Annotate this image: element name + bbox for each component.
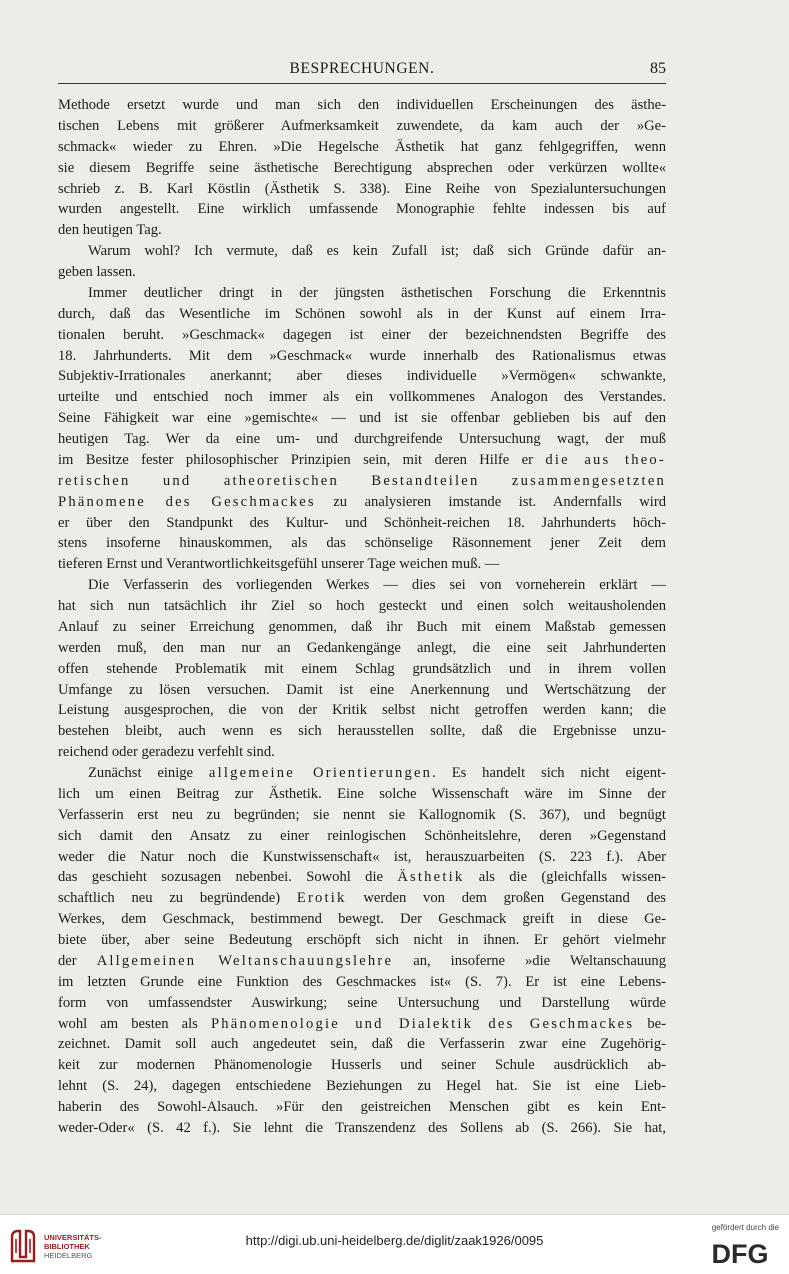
library-city: HEIDELBERG	[44, 1251, 93, 1260]
text-line	[58, 867, 666, 888]
viewer-footer	[0, 1214, 789, 1274]
text-line	[58, 471, 666, 492]
text-line: tieferen Ernst und Verantwortlichkeitsgefühl unserer Tage weichen muß. —	[58, 556, 500, 573]
text-run: wohl am besten als	[58, 1015, 211, 1032]
text-line: weder die Natur noch die Kunstwissenschaft« ist, herauszuarbeiten (S. 223 f.). Aber	[58, 848, 666, 865]
text-line: Subjektiv-Irrationales anerkannt; aber dieses individuelle »Vermögen« schwankte,	[58, 368, 666, 385]
text-line: zeichnet. Damit soll auch angedeutet sein, daß die Verfasserin zwar eine Zugehörig-	[58, 1036, 666, 1053]
text-line: hat sich nun tatsächlich ihr Ziel so hoch gesteckt und einen solch weitausholenden	[58, 598, 666, 614]
text-run: der	[58, 952, 97, 969]
text-line: Leistung ausgesprochen, die von der Kritik selbst nicht getroffen werden kann; die	[58, 702, 666, 719]
text-line: biete über, aber seine Bedeutung erschöpft sich nicht in ihnen. Er gehört vielmehr	[58, 932, 666, 948]
text-line: werden muß, den man nur an Gedankengänge anlegt, die eine seit Jahrhunderten	[58, 639, 666, 656]
text-line: offen stehende Problematik mit einem Schlag grundsätzlich und in ihrem vollen	[58, 660, 666, 677]
text-line: Werkes, dem Geschmack, bestimmend bewegt. Der Geschmack greift in diese Ge-	[58, 911, 666, 928]
text-line: geben lassen.	[58, 264, 136, 280]
text-run: Zunächst einige	[88, 765, 209, 781]
text-line: schmack« wieder zu Ehren. »Die Hegelsche Ästhetik hat ganz fehlgegriffen, wenn	[58, 138, 666, 155]
funded-by-label: gefördert durch die	[711, 1223, 779, 1232]
text-line	[58, 450, 666, 471]
text-run: schaftlich neu zu begründende)	[58, 890, 297, 907]
text-line: 18. Jahrhunderts. Mit dem »Geschmack« wurde innerhalb des Rationalismus etwas	[58, 347, 666, 364]
text-line: stens insoferne hinauskommen, als das schönselige Räsonnement jener Zeit dem	[58, 535, 666, 552]
text-line: sich damit den Ansatz zu einer reinlogischen Schönheitslehre, deren »Gegenstand	[58, 827, 666, 844]
text-run: im Besitze fester philosophischer Prinzipien sein, mit deren Hilfe er	[58, 451, 546, 468]
text-line: keit zur modernen Phänomenologie Husserls und seiner Schule ausdrücklich ab-	[58, 1057, 666, 1074]
text-line: durch, daß das Wesentliche im Schönen sowohl als in der Kunst auf einem Irra-	[58, 305, 666, 322]
text-line: tischen Lebens mit größerer Aufmerksamkeit zuwendete, da kam auch der »Ge-	[58, 117, 666, 134]
text-line: lich um einen Beitrag zur Ästhetik. Eine solche Wissenschaft wäre im Sinne der	[58, 785, 666, 802]
text-run: . Es handelt sich nicht eigent-	[432, 765, 666, 781]
review-body-text	[58, 95, 666, 1139]
page-header	[58, 58, 666, 84]
text-line: weder-Oder« (S. 42 f.). Sie lehnt die Transzendenz des Sollens ab (S. 266). Sie hat,	[58, 1119, 666, 1136]
text-line: reichend oder geradezu verfehlt sind.	[58, 744, 275, 761]
text-line: heutigen Tag. Wer da eine um- und durchgreifende Untersuchung wagt, der muß	[58, 431, 666, 447]
text-line: Methode ersetzt wurde und man sich den individuellen Erscheinungen des ästhe-	[58, 97, 666, 113]
text-line: haberin des Sowohl-Alsauch. »Für den geistreichen Menschen gibt es kein Ent-	[58, 1099, 666, 1115]
text-line	[58, 492, 666, 513]
text-line: wurden angestellt. Eine wirklich umfassende Monographie fehlte indessen bis auf	[58, 201, 666, 218]
text-line: Umfange zu lösen versuchen. Damit ist eine Anerkennung und Wertschätzung der	[58, 681, 666, 698]
text-line: lehnt (S. 24), dagegen entschiedene Beziehungen zu Hegel hat. Sie ist eine Lieb-	[58, 1078, 666, 1095]
permalink-url[interactable]: http://digi.ub.uni-heidelberg.de/diglit/zaak1926/0095	[245, 1233, 544, 1248]
dfg-logo-icon	[701, 1239, 779, 1267]
text-line: im letzten Grunde eine Funktion des Geschmackes ist« (S. 7). Er ist eine Lebens-	[58, 973, 666, 990]
text-line: bestehen bleibt, auch wenn es sich herausstellen sollte, daß die Ergebnisse unzu-	[58, 723, 666, 740]
text-line	[58, 888, 666, 909]
text-line	[58, 763, 666, 784]
text-line: Anlauf zu seiner Erreichung genommen, daß ihr Buch mit einem Maßstab gemessen	[58, 618, 666, 635]
spaced-emphasis: retischen und atheoretischen Bestandteilen zusammengesetzten	[58, 472, 666, 489]
text-line: Immer deutlicher dringt in der jüngsten ästhetischen Forschung die Erkenntnis	[88, 284, 666, 301]
text-run: an, insoferne »die Weltanschauung	[393, 952, 666, 969]
text-line: er über den Standpunkt des Kultur- und Schönheit-reichen 18. Jahrhunderts höch-	[58, 514, 666, 531]
text-line: den heutigen Tag.	[58, 222, 162, 239]
spaced-emphasis: Phänomenologie und Dialektik des Geschmackes	[210, 1015, 635, 1032]
spaced-emphasis: allgemeine Orientierungen	[208, 765, 433, 781]
text-line	[58, 1014, 666, 1035]
text-run: als die (gleichfalls wissen-	[464, 869, 666, 886]
library-name-line2: BIBLIOTHEK	[44, 1242, 90, 1251]
text-run: werden von dem großen Gegenstand des	[346, 890, 666, 907]
text-run: das geschieht sozusagen nebenbei. Sowohl die	[58, 869, 398, 886]
text-line: schrieb z. B. Karl Köstlin (Ästhetik S. 338). Eine Reihe von Spezialuntersuchungen	[58, 180, 666, 197]
spaced-emphasis: Ästhetik	[397, 869, 465, 886]
text-line: sie diesem Begriffe seine ästhetische Berechtigung absprechen oder verkürzen wollte«	[58, 159, 666, 176]
spaced-emphasis: Allgemeinen Weltanschauungslehre	[96, 952, 394, 969]
text-line: form von umfassendster Auswirkung; seine Untersuchung und Darstellung würde	[58, 994, 666, 1011]
library-name-line1: UNIVERSITÄTS-	[44, 1233, 102, 1242]
text-run: zu analysieren imstande ist. Andernfalls wird	[315, 493, 666, 510]
running-title: BESPRECHUNGEN.	[289, 60, 435, 77]
text-line: Warum wohl? Ich vermute, daß es kein Zufall ist; daß sich Gründe dafür an-	[88, 243, 666, 260]
text-line: Verfasserin erst neu zu begründen; sie nennt sie Kallognomik (S. 367), und begnügt	[58, 806, 666, 823]
spaced-emphasis: Erotik	[296, 890, 347, 907]
spaced-emphasis: die aus theo-	[545, 451, 666, 468]
text-line: tionalen beruht. »Geschmack« dagegen ist einer der bezeichnendsten Begriffe des	[58, 326, 666, 343]
page-number: 85	[650, 60, 666, 77]
text-line: urteilte und entschied noch immer als ein vollkommenes Analogon des Verstandes.	[58, 389, 666, 406]
text-line: Seine Fähigkeit war eine »gemischte« — und ist sie offenbar geblieben bis auf den	[58, 410, 666, 427]
spaced-emphasis: Phänomene des Geschmackes	[58, 493, 316, 510]
text-run: be-	[634, 1015, 666, 1032]
text-line: Die Verfasserin des vorliegenden Werkes — dies sei von vorneherein erklärt —	[88, 577, 666, 594]
dfg-logo-text: DFG	[711, 1239, 769, 1267]
text-line	[58, 951, 666, 972]
